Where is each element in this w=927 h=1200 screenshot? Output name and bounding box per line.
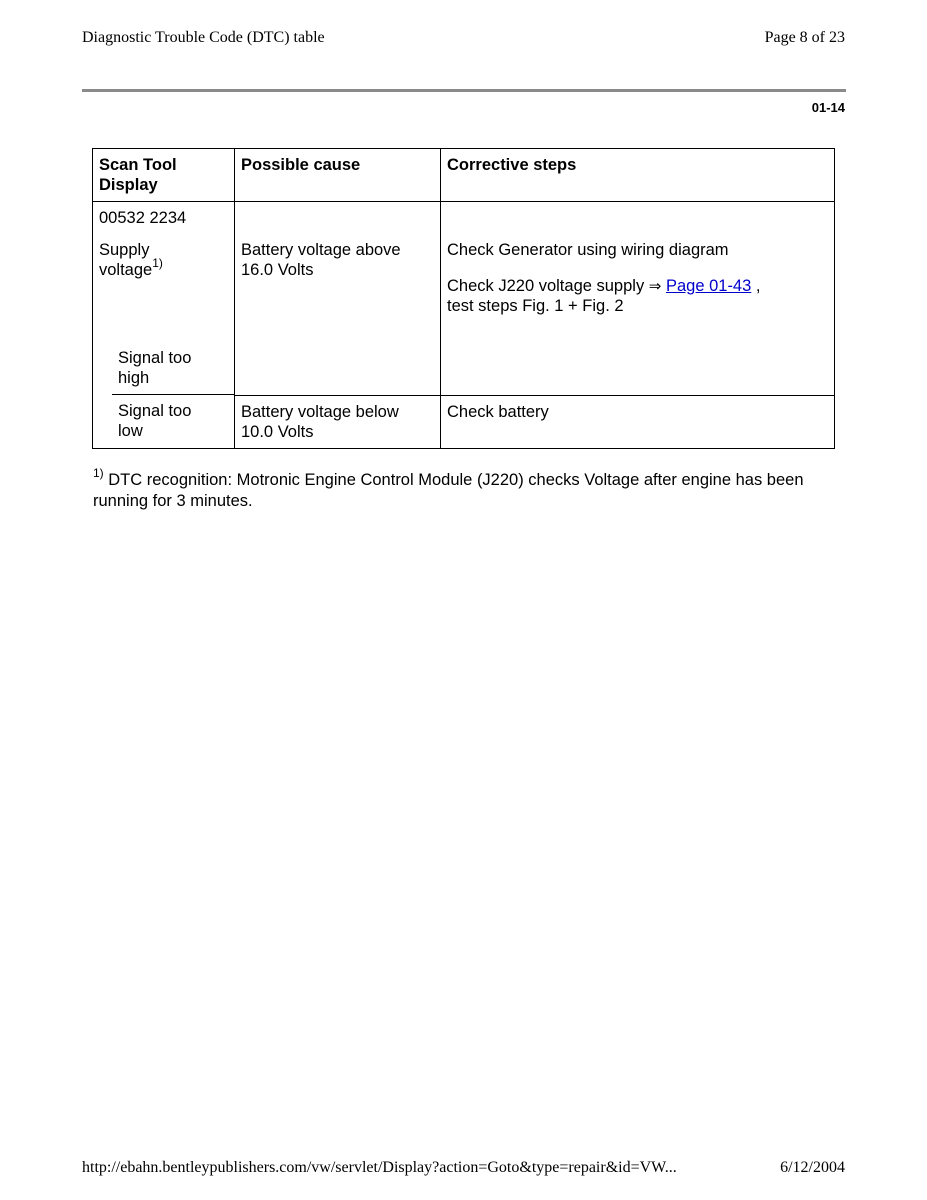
footnote-text: DTC recognition: Motronic Engine Control Module (J220) checks Voltage after engine has been running for 3 minutes. xyxy=(93,471,804,510)
component-line2: voltage xyxy=(99,261,153,279)
header-divider xyxy=(82,89,846,92)
cause-high-cell xyxy=(235,202,441,396)
signal-low-cell xyxy=(93,395,235,448)
header-corrective-steps: Corrective steps xyxy=(441,149,835,202)
scan-tool-cell xyxy=(93,202,235,396)
dtc-code: 00532 2234 xyxy=(99,209,187,227)
corrective-high-cell xyxy=(441,202,835,396)
step-j220-text: Check J220 voltage supply xyxy=(447,277,645,295)
dtc-table xyxy=(92,148,835,449)
header-col1-line2: Display xyxy=(99,176,158,194)
component-line1: Supply xyxy=(99,241,150,259)
signal-low-line2: low xyxy=(118,422,143,440)
header-scan-tool-display xyxy=(93,149,235,202)
signal-high-line1: Signal too xyxy=(118,349,192,367)
cause-low-cell xyxy=(235,395,441,448)
arrow-right-icon: ⇒ xyxy=(648,277,662,295)
header-possible-cause: Possible cause xyxy=(235,149,441,202)
cause-high-line1: Battery voltage above xyxy=(241,241,401,259)
page-01-43-link[interactable]: Page 01-43 xyxy=(665,277,752,295)
footer-date: 6/12/2004 xyxy=(780,1159,845,1176)
cause-low-line1: Battery voltage below xyxy=(241,402,399,421)
step-check-battery: Check battery xyxy=(447,402,549,421)
cause-high-line2: 16.0 Volts xyxy=(241,261,314,279)
corrective-low-cell xyxy=(441,395,835,448)
component-name xyxy=(99,255,228,280)
footer-url: http://ebahn.bentleypublishers.com/vw/servlet/Display?action=Goto&type=repair&id=VW... xyxy=(82,1159,677,1176)
footnote-marker: 1) xyxy=(93,465,104,480)
section-code: 01-14 xyxy=(811,100,845,115)
step-j220-comma: , xyxy=(755,277,761,295)
step-j220-line2: test steps Fig. 1 + Fig. 2 xyxy=(447,297,624,315)
step-check-generator: Check Generator using wiring diagram xyxy=(447,241,729,259)
header-col1-line1: Scan Tool xyxy=(99,156,177,174)
table-row xyxy=(93,395,835,448)
document-title: Diagnostic Trouble Code (DTC) table xyxy=(82,29,325,46)
step-check-j220 xyxy=(447,276,828,296)
table-row xyxy=(93,202,835,396)
page-number: Page 8 of 23 xyxy=(764,29,845,46)
signal-high-line2: high xyxy=(118,369,150,387)
signal-low-line1: Signal too xyxy=(118,402,192,420)
footnote xyxy=(93,465,838,512)
cause-low-line2: 10.0 Volts xyxy=(241,422,314,441)
footnote-ref: 1) xyxy=(152,255,163,270)
table-header-row xyxy=(93,149,835,202)
